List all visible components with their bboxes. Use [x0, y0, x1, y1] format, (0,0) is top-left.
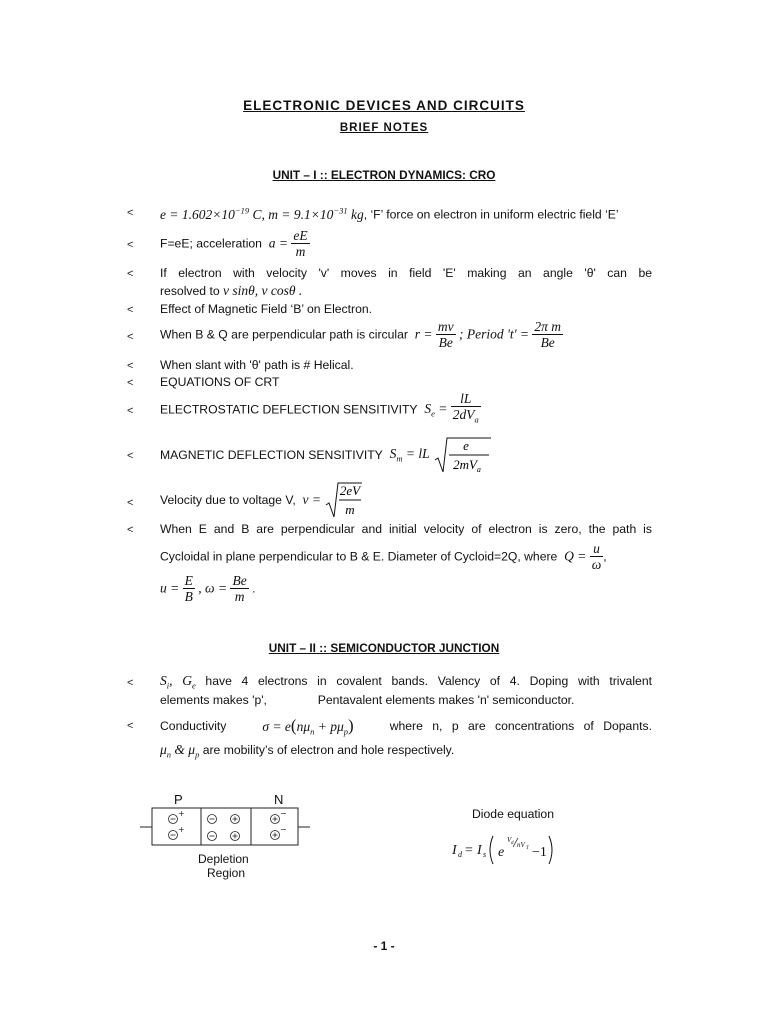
electrostatic-sensitivity-formula: $\frac{lL}{2dV_a}$: [452, 391, 479, 425]
diode-equation-formula: [452, 830, 562, 873]
pn-junction-diagram: [140, 792, 310, 882]
period-formula: $\frac{\text{2π m}}{Be}$: [534, 319, 562, 350]
period-var: ; Period 't' =: [458, 326, 529, 342]
unit1-bullet-7: EQUATIONS OF CRT: [160, 375, 280, 389]
velocity-text: Velocity due to voltage V,: [160, 493, 296, 507]
n-region-label: N: [274, 792, 284, 807]
pentavalent-text: Pentavalent elements makes 'n' semiconductor.: [317, 693, 575, 707]
pn-junction-block: [140, 806, 310, 848]
bullet-marker: <: [127, 268, 134, 280]
bullet-marker: <: [127, 331, 134, 343]
unit2-bullet-1-line-1: [160, 673, 652, 691]
svg-text:nV: nV: [517, 841, 525, 849]
sqrt-sign-icon: [324, 481, 364, 519]
svg-text:2eV: 2eV: [340, 483, 361, 498]
mobility-text: are mobility’s of electron and hole respectively.: [202, 743, 455, 757]
svg-text:+: +: [178, 809, 185, 818]
unit2-bullet-2-line-2: [160, 742, 454, 760]
radius-formula: $\frac{mv}{Be}$: [437, 319, 454, 350]
resolved-formula: v sinθ, v cosθ .: [223, 283, 303, 298]
unit1-bullet-6: When slant with 'θ' path is # Helical.: [160, 358, 354, 372]
unit-1-heading: UNIT – I :: ELECTRON DYNAMICS: CRO: [272, 168, 496, 182]
conductivity-formula: $\sigma = e(n\mu_n + p\mu_p)$: [262, 716, 354, 737]
acceleration-var: a =: [265, 235, 288, 251]
unit1-bullet-11-line-2: Cycloidal in plane perpendicular to B & E. Diameter of Cycloid=2Q, where Q = $\frac{u}{\omega}$ ,: [160, 541, 607, 572]
magnetic-sensitivity-var: $S_m$ = lL: [386, 446, 430, 464]
unit1-bullet-3-line-1: If electron with velocity 'v' moves in field 'E' making an angle 'θ' can be: [160, 266, 652, 280]
velocity-var: v =: [299, 492, 321, 507]
magnetic-sensitivity-formula: [433, 436, 493, 474]
svg-text:m: m: [345, 502, 356, 517]
bullet-marker: <: [127, 720, 134, 732]
cycloid-q-var: Q =: [560, 548, 587, 564]
svg-text:d: d: [458, 850, 462, 859]
covalent-bands-text: have 4 electrons in covalent bands. Valency of 4. Doping with trivalent: [205, 674, 652, 688]
charge-mass-formula: $e = 1.602\times 10^{-19}$ C, $m = 9.1\times 10^{-31}$ kg: [160, 205, 364, 222]
bullet-marker: <: [127, 207, 134, 219]
unit2-bullet-1-line-2: [160, 693, 574, 707]
acceleration-formula: $\frac{eE}{m}$: [293, 228, 308, 259]
omega-formula: $\frac{Be}{m}$: [232, 573, 247, 604]
conductivity-label: Conductivity: [160, 719, 227, 734]
unit1-bullet-11-line-3: u = $\frac{E}{B}$ , ω = $\frac{Be}{m}$ .: [160, 573, 256, 604]
u-formula: $\frac{E}{B}$: [184, 573, 193, 604]
svg-text:V: V: [507, 836, 512, 844]
unit-2-heading: UNIT – II :: SEMICONDUCTOR JUNCTION: [268, 641, 500, 655]
bullet-marker: <: [127, 360, 134, 372]
svg-text:d: d: [511, 841, 514, 846]
unit1-bullet-10: [160, 481, 364, 519]
svg-text:T: T: [526, 846, 529, 851]
svg-text:2mVa: $2mV_a$: [453, 457, 481, 474]
svg-text:−: −: [280, 809, 287, 818]
svg-text:−: −: [280, 825, 287, 834]
electrostatic-sensitivity-text: ELECTROSTATIC DEFLECTION SENSITIVITY: [160, 402, 418, 417]
diode-equation-label: Diode equation: [472, 807, 554, 821]
unit1-bullet-1: [160, 205, 619, 223]
bullet-marker: <: [127, 377, 134, 389]
acceleration-text: F=eE; acceleration: [160, 236, 262, 251]
cycloid-text: Cycloidal in plane perpendicular to B & E. Diameter of Cycloid=2Q, where: [160, 549, 558, 564]
diode-formula-glyphs: [452, 830, 562, 870]
svg-text:+: +: [178, 825, 185, 834]
mobility-formula: $\mu_n$ & $\mu_p$: [160, 742, 200, 760]
svg-text:e: e: [498, 845, 505, 860]
svg-text:I: I: [477, 843, 482, 858]
sqrt-sign-icon: [433, 436, 493, 474]
dopants-text: where n, p are concentrations of Dopants.: [389, 719, 652, 734]
unit1-bullet-9: [160, 436, 493, 474]
svg-text:I: I: [452, 843, 457, 858]
unit1-bullet-4: Effect of Magnetic Field ‘B’ on Electron.: [160, 302, 373, 316]
svg-text:s: s: [483, 850, 487, 859]
document-subtitle: BRIEF NOTES: [339, 122, 429, 134]
depletion-label: Depletion: [198, 852, 249, 866]
unit1-bullet-3-line-2: [160, 283, 302, 299]
bullet-marker: <: [127, 405, 134, 417]
silicon-germanium-formula: $S_i$, $G_e$: [160, 673, 196, 691]
electrostatic-sensitivity-var: $S_e$ =: [420, 400, 448, 419]
resolved-to-text: resolved to: [160, 284, 220, 298]
cycloid-q-formula: $\frac{u}{\omega}$: [591, 541, 602, 572]
svg-text:=: =: [465, 843, 473, 858]
bullet-marker: <: [127, 497, 134, 509]
p-region-label: P: [174, 792, 183, 807]
force-text: , ‘F’ force on electron in uniform electric field ‘E’: [363, 207, 619, 222]
radius-var: r =: [411, 326, 433, 342]
svg-text:−1: −1: [532, 845, 547, 860]
bullet-marker: <: [127, 304, 134, 316]
unit2-bullet-2-line-1: [160, 716, 652, 737]
bullet-marker: <: [127, 450, 134, 462]
magnetic-sensitivity-text: MAGNETIC DEFLECTION SENSITIVITY: [160, 448, 383, 462]
bullet-marker: <: [127, 239, 134, 251]
unit1-bullet-11-line-1: When E and B are perpendicular and initial velocity of electron is zero, the path is: [160, 522, 652, 536]
bullet-marker: <: [127, 524, 134, 536]
unit1-bullet-5: [160, 319, 563, 350]
circular-path-text: When B & Q are perpendicular path is circular: [160, 327, 408, 342]
unit1-bullet-8: [160, 391, 481, 428]
page-number: - 1 -: [373, 939, 395, 953]
svg-text:e: e: [463, 438, 469, 453]
region-label: Region: [207, 866, 246, 880]
trivalent-text: elements makes 'p',: [160, 693, 267, 707]
unit1-bullet-2: [160, 228, 310, 259]
document-title: ELECTRONIC DEVICES AND CIRCUITS: [243, 98, 525, 113]
velocity-formula: [324, 481, 364, 519]
bullet-marker: <: [127, 677, 134, 689]
